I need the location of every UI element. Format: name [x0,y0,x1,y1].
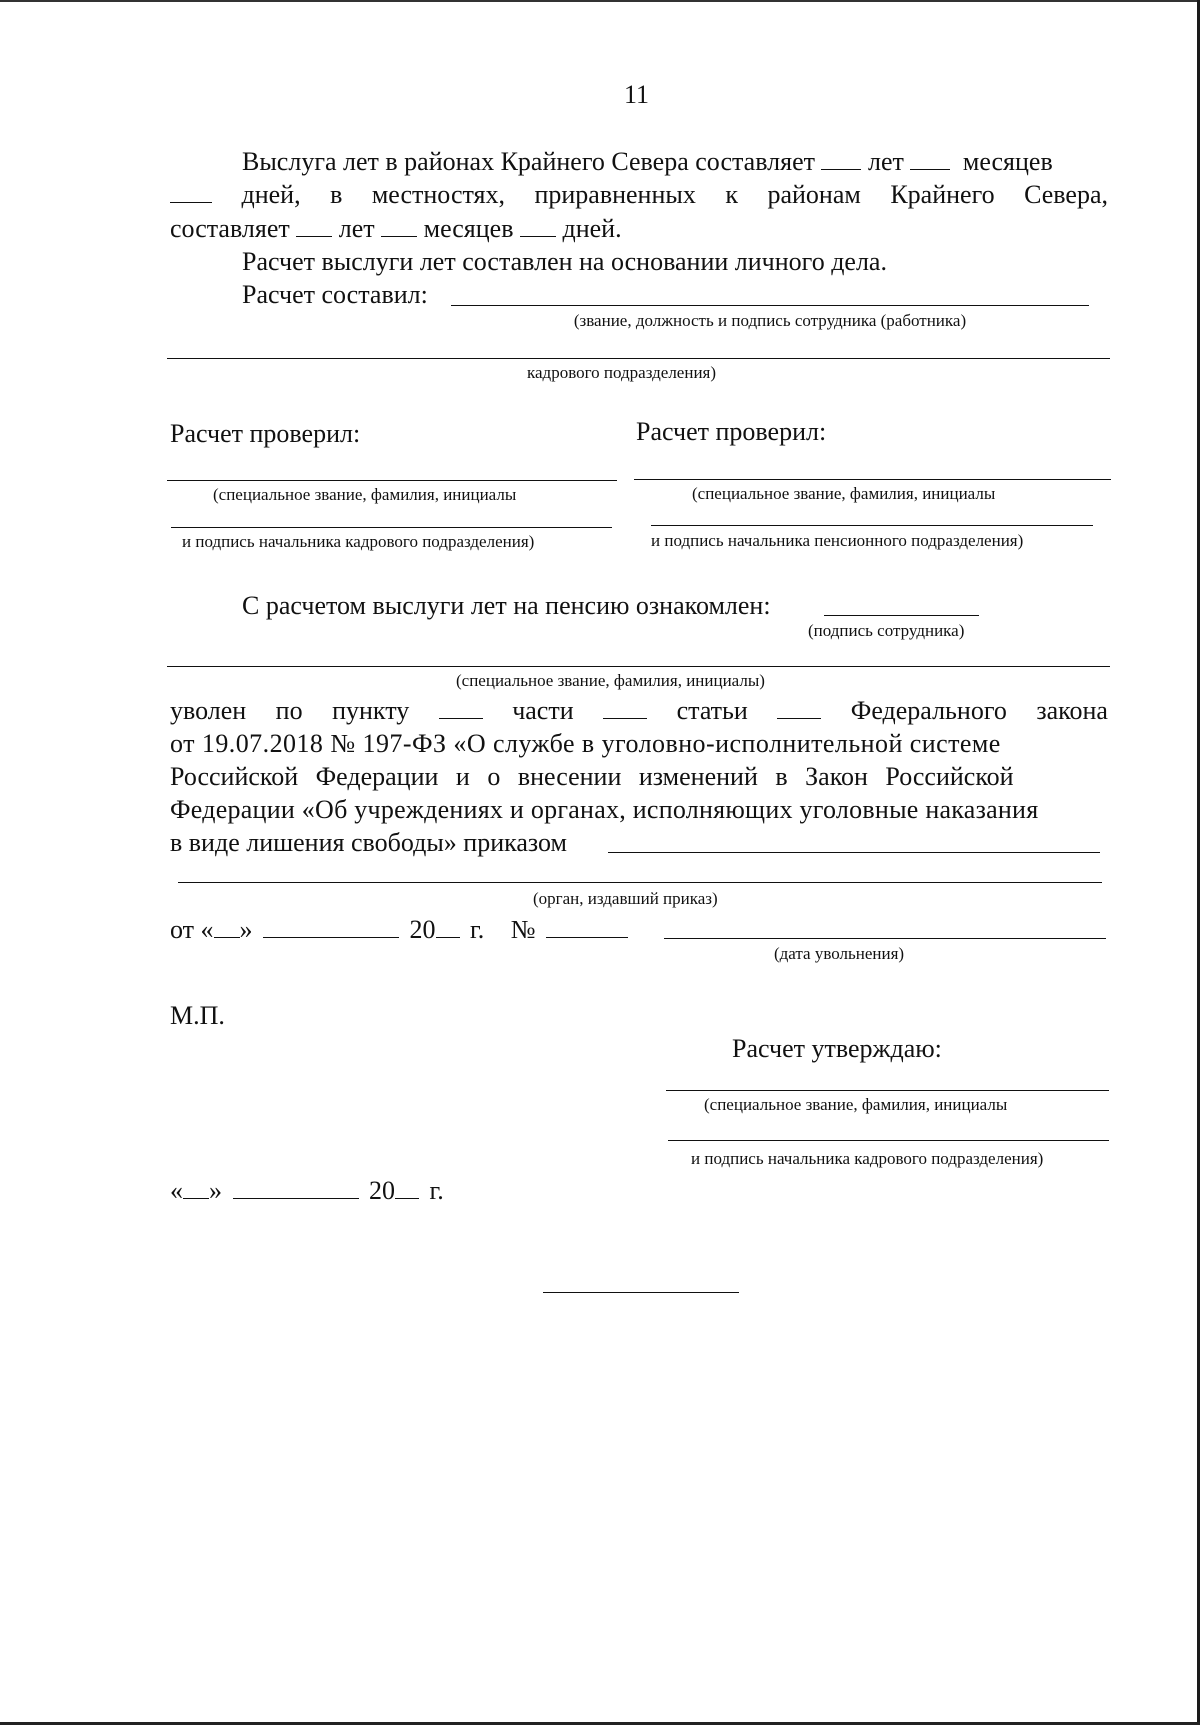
quote-open: « [170,1176,183,1205]
checked-pension-caption-2: и подпись начальника пенсионного подразделения) [651,531,1024,550]
approval-month-blank[interactable] [233,1197,359,1199]
text: составляет [170,214,290,243]
approval-date-line [170,1178,444,1204]
checked-hr-line-1[interactable] [167,480,617,481]
order-number-blank[interactable] [546,936,628,938]
seniority-line-3 [170,216,622,242]
part-blank[interactable] [603,717,647,719]
months-unit: месяцев [962,147,1053,176]
order-org-line-2[interactable] [178,882,1102,883]
order-month-blank[interactable] [263,936,399,938]
dismissal-line-3: Российской Федерации и о внесении изменений в Закон Российской [170,762,1014,791]
acquainted-signature-line[interactable] [824,615,979,616]
years-equiv-blank[interactable] [296,235,332,237]
days-blank[interactable] [170,201,212,203]
years-blank[interactable] [821,168,861,170]
word: статьи [676,696,748,725]
days-unit: дней. [562,214,622,243]
acquainted-label: С расчетом выслуги лет на пенсию ознакомлен: [242,591,771,620]
approval-line-2[interactable] [668,1140,1109,1141]
point-blank[interactable] [439,717,483,719]
dismissal-line-1 [170,698,1108,724]
months-equiv-blank[interactable] [381,235,417,237]
compiled-label: Расчет составил: [242,280,428,309]
order-org-caption: (орган, издавший приказ) [533,889,718,908]
stamp-place: М.П. [170,1001,225,1030]
order-org-line-1[interactable] [608,852,1100,853]
acquainted-caption-name: (специальное звание, фамилия, инициалы) [456,671,765,690]
dismissal-date-line[interactable] [664,938,1106,939]
from-prefix: от « [170,915,214,944]
order-year-blank[interactable] [436,936,460,938]
word: приравненных [534,180,696,209]
compiled-caption-1: (звание, должность и подпись сотрудника (работника) [573,311,967,330]
word: Крайнего [890,180,995,209]
order-day-blank[interactable] [214,936,240,938]
word: к [725,180,738,209]
quote-close: » [209,1176,222,1205]
year-suffix: г. [429,1176,444,1205]
checked-pension-caption-1: (специальное звание, фамилия, инициалы [692,484,996,503]
seniority-intro: Выслуга лет в районах Крайнего Севера составляет [242,147,815,176]
number-sign: № [510,915,536,944]
word: пункту [332,696,410,725]
approval-caption-2: и подпись начальника кадрового подразделения) [691,1149,1044,1168]
checked-hr-label: Расчет проверил: [170,419,361,448]
dismissal-line-5: в виде лишения свободы» приказом [170,828,567,857]
word: местностях, [371,180,505,209]
year-suffix: г. [470,915,485,944]
scan-edge-top [0,0,1200,2]
year-prefix: 20 [369,1176,395,1205]
checked-hr-caption-2: и подпись начальника кадрового подразделения) [182,532,535,551]
months-unit: месяцев [423,214,514,243]
order-date-line [170,917,628,943]
years-unit: лет [338,214,375,243]
word: Севера, [1024,180,1108,209]
years-unit: лет [867,147,904,176]
checked-pension-line-2[interactable] [651,525,1093,526]
checked-hr-line-2[interactable] [171,527,612,528]
word: закона [1036,696,1108,725]
end-separator [543,1292,739,1293]
checked-pension-label: Расчет проверил: [636,417,827,446]
acquainted-caption-signature: (подпись сотрудника) [808,621,965,640]
article-blank[interactable] [777,717,821,719]
seniority-line-2 [170,182,1108,208]
compiled-line-2[interactable] [167,358,1110,359]
approval-caption-1: (специальное звание, фамилия, инициалы [704,1095,1008,1114]
acquainted-name-line[interactable] [167,666,1110,667]
word: по [275,696,303,725]
word: дней, [241,180,301,209]
checked-pension-line-1[interactable] [634,479,1111,480]
dismissal-line-2: от 19.07.2018 № 197-ФЗ «О службе в уголовно-исполнительной системе [170,729,1001,758]
word: районам [767,180,861,209]
compiled-signature-line[interactable] [451,305,1089,306]
word: Федерального [850,696,1007,725]
basis-text: Расчет выслуги лет составлен на основании личного дела. [242,247,887,276]
checked-hr-caption-1: (специальное звание, фамилия, инициалы [213,485,517,504]
page-number: 11 [624,80,650,109]
quote-close: » [239,915,253,944]
months-blank[interactable] [910,168,950,170]
word: уволен [170,696,247,725]
word: в [330,180,343,209]
dismissal-date-caption: (дата увольнения) [774,944,905,963]
dismissal-line-4: Федерации «Об учреждениях и органах, исполняющих уголовные наказания [170,795,1039,824]
approval-line-1[interactable] [666,1090,1109,1091]
word: части [512,696,574,725]
approval-year-blank[interactable] [395,1197,419,1199]
seniority-line-1 [242,149,1053,175]
approval-label: Расчет утверждаю: [732,1034,942,1063]
days-equiv-blank[interactable] [520,235,556,237]
approval-day-blank[interactable] [183,1197,209,1199]
year-prefix: 20 [409,915,436,944]
compiled-caption-2: кадрового подразделения) [527,363,717,382]
